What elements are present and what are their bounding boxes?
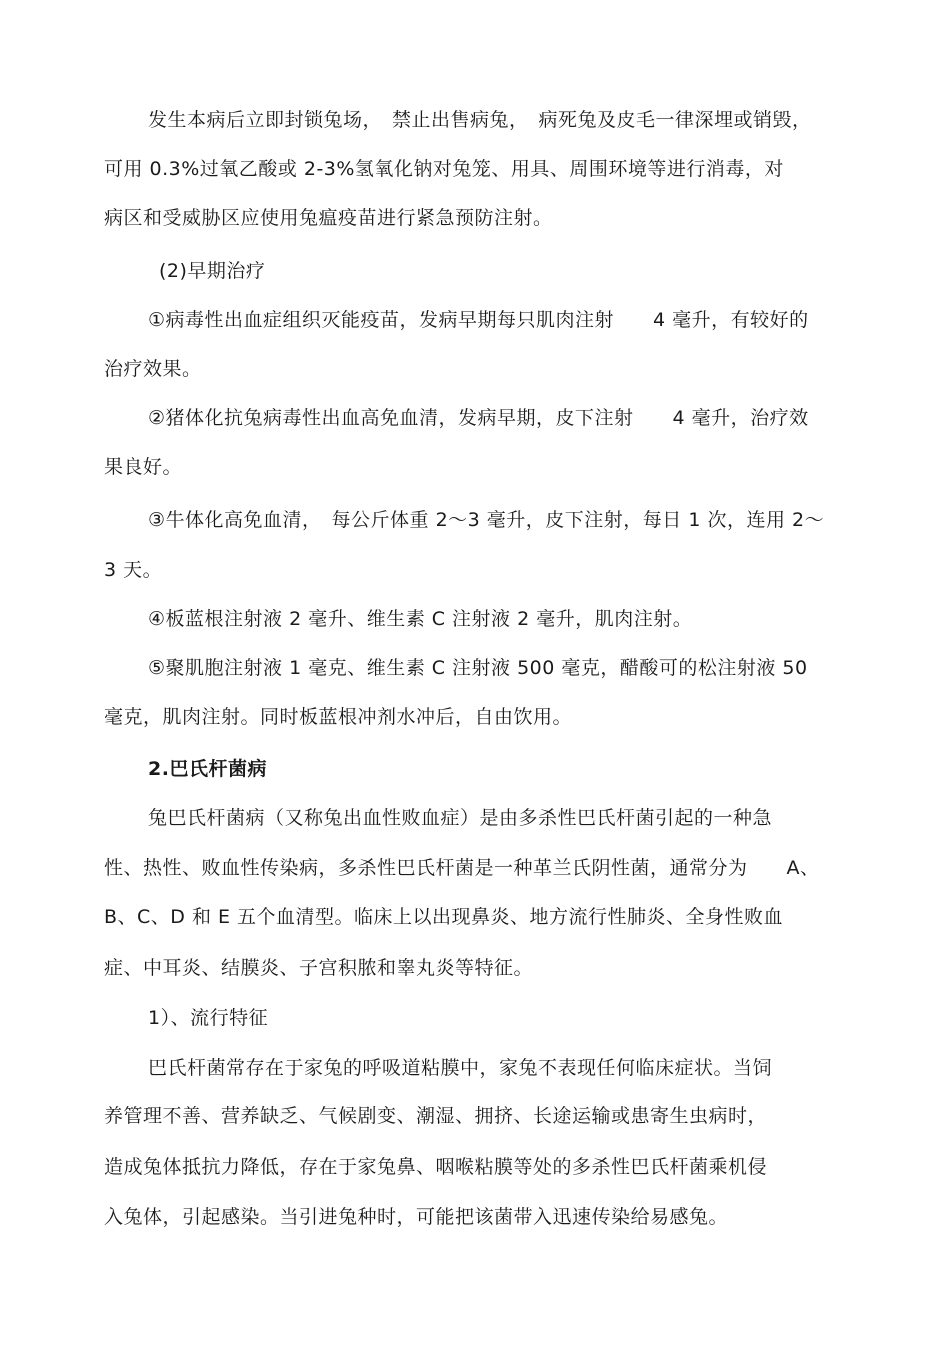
paragraph-line: 造成兔体抵抗力降低，存在于家兔鼻、咽喉粘膜等处的多杀性巴氏杆菌乘机侵 — [104, 1156, 768, 1178]
paragraph-line: 兔巴氏杆菌病（又称兔出血性败血症）是由多杀性巴氏杆菌引起的一种急 — [148, 807, 773, 829]
paragraph-line: 毫克，肌肉注射。同时板蓝根冲剂水冲后，自由饮用。 — [104, 706, 573, 728]
paragraph-line: 症、中耳炎、结膜炎、子宫积脓和睾丸炎等特征。 — [104, 957, 534, 979]
paragraph-line: B、C、D 和 E 五个血清型。临床上以出现鼻炎、地方流行性肺炎、全身性败血 — [104, 906, 784, 928]
paragraph-line: 可用 0.3%过氧乙酸或 2-3%氢氧化钠对兔笼、用具、周围环境等进行消毒，对 — [104, 158, 784, 180]
paragraph-line: 3 天。 — [104, 559, 163, 581]
paragraph-line: ③牛体化高免血清， 每公斤体重 2～3 毫升，皮下注射，每日 1 次，连用 2～ — [148, 509, 825, 531]
paragraph-line: 发生本病后立即封锁兔场， 禁止出售病兔， 病死兔及皮毛一律深埋或销毁， — [148, 109, 812, 131]
paragraph-line: 入兔体，引起感染。当引进兔种时，可能把该菌带入迅速传染给易感兔。 — [104, 1206, 729, 1228]
paragraph-line: ②猪体化抗兔病毒性出血高免血清，发病早期，皮下注射 4 毫升，治疗效 — [148, 407, 809, 429]
section-heading: 2.巴氏杆菌病 — [148, 758, 267, 780]
paragraph-line: ④板蓝根注射液 2 毫升、维生素 C 注射液 2 毫升，肌肉注射。 — [148, 608, 693, 630]
paragraph-line: 病区和受威胁区应使用兔瘟疫苗进行紧急预防注射。 — [104, 207, 553, 229]
paragraph-line: ①病毒性出血症组织灭能疫苗，发病早期每只肌肉注射 4 毫升，有较好的 — [148, 309, 809, 331]
paragraph-line: 果良好。 — [104, 456, 183, 478]
paragraph-line: 治疗效果。 — [104, 358, 202, 380]
paragraph-line: 巴氏杆菌常存在于家兔的呼吸道粘膜中，家兔不表现任何临床症状。当饲 — [148, 1057, 773, 1079]
section-heading: 1）、流行特征 — [148, 1007, 269, 1029]
paragraph-line: ⑤聚肌胞注射液 1 毫克、维生素 C 注射液 500 毫克，醋酸可的松注射液 50 — [148, 657, 808, 679]
paragraph-line: 养管理不善、营养缺乏、气候剧变、潮湿、拥挤、长途运输或患寄生虫病时， — [104, 1105, 768, 1127]
section-heading: (2)早期治疗 — [159, 260, 266, 282]
paragraph-line: 性、热性、败血性传染病，多杀性巴氏杆菌是一种革兰氏阴性菌，通常分为 A、 — [104, 857, 820, 879]
